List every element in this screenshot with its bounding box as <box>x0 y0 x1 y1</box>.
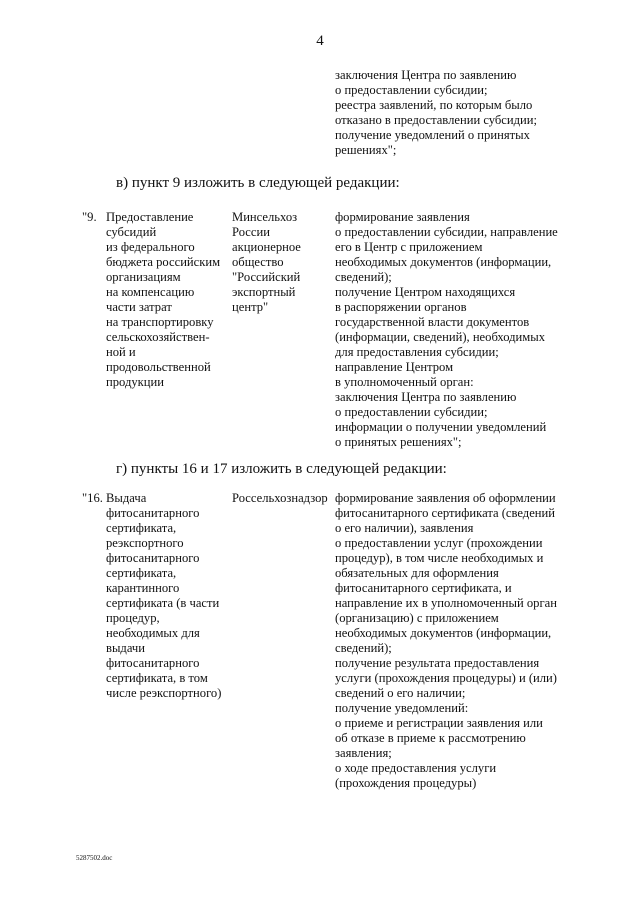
text-line: сведений о его наличии; <box>335 686 466 700</box>
text-line: заключения Центра по заявлению <box>335 390 517 404</box>
item-description <box>335 210 575 450</box>
text-line: центр" <box>232 300 269 314</box>
item-organization <box>232 491 336 506</box>
text-line: заключения Центра по заявлению <box>335 68 517 82</box>
text-line: числе реэкспортного) <box>106 686 222 700</box>
text-line: общество <box>232 255 284 269</box>
text-line: Россельхознадзор <box>232 491 328 505</box>
text-line: о предоставлении субсидии, направление <box>335 225 558 239</box>
text-line: сельскохозяйствен- <box>106 330 210 344</box>
item-organization <box>232 210 336 315</box>
text-line: государственной власти документов <box>335 315 530 329</box>
text-line: процедур, <box>106 611 160 625</box>
text-line: реестра заявлений, по которым было <box>335 98 533 112</box>
text-line: услуги (прохождения процедуры) и (или) <box>335 671 557 685</box>
text-line: сертификата, <box>106 521 177 535</box>
text-line: его в Центр с приложением <box>335 240 483 254</box>
text-line: о ходе предоставления услуги <box>335 761 497 775</box>
text-line: о приеме и регистрации заявления или <box>335 716 543 730</box>
text-line: Минсельхоз <box>232 210 298 224</box>
text-line: отказано в предоставлении субсидии; <box>335 113 538 127</box>
text-line: направление их в уполномоченный орган <box>335 596 557 610</box>
text-line: Выдача <box>106 491 147 505</box>
text-line: части затрат <box>106 300 172 314</box>
text-line: на транспортировку <box>106 315 214 329</box>
text-line: на компенсацию <box>106 285 195 299</box>
text-line: в уполномоченный орган: <box>335 375 474 389</box>
text-line: (информации, сведений), необходимых <box>335 330 545 344</box>
text-line: о предоставлении услуг (прохождении <box>335 536 543 550</box>
text-line: карантинного <box>106 581 180 595</box>
item-description <box>335 491 575 791</box>
text-line: получение Центром находящихся <box>335 285 516 299</box>
text-line: сертификата, в том <box>106 671 208 685</box>
page-number: 4 <box>316 33 324 49</box>
text-line: бюджета российским <box>106 255 221 269</box>
text-line: продовольственной <box>106 360 211 374</box>
text-line: получение уведомлений о принятых <box>335 128 530 142</box>
text-line: процедур), в том числе необходимых и <box>335 551 544 565</box>
text-line: сведений); <box>335 270 392 284</box>
text-line: в распоряжении органов <box>335 300 467 314</box>
continued-description <box>335 68 575 158</box>
text-line: (прохождения процедуры) <box>335 776 477 790</box>
text-line: информации о получении уведомлений <box>335 420 547 434</box>
text-line: фитосанитарного <box>106 551 200 565</box>
text-line: продукции <box>106 375 165 389</box>
text-line: получение результата предоставления <box>335 656 540 670</box>
text-line: фитосанитарного сертификата (сведений <box>335 506 556 520</box>
text-line: России <box>232 225 270 239</box>
text-line: фитосанитарного <box>106 656 200 670</box>
text-line: получение уведомлений: <box>335 701 469 715</box>
text-line: направление Центром <box>335 360 454 374</box>
text-line: необходимых документов (информации, <box>335 255 552 269</box>
text-line: формирование заявления об оформлении <box>335 491 556 505</box>
text-line: сертификата, <box>106 566 177 580</box>
text-line: акционерное <box>232 240 301 254</box>
text-line: организациям <box>106 270 181 284</box>
text-line: заявления; <box>335 746 392 760</box>
text-line: об отказе в приеме к рассмотрению <box>335 731 526 745</box>
text-line: "Российский <box>232 270 301 284</box>
text-line: сертификата (в части <box>106 596 220 610</box>
text-line: решениях"; <box>335 143 397 157</box>
text-line: формирование заявления <box>335 210 470 224</box>
text-line: реэкспортного <box>106 536 184 550</box>
text-line: субсидий <box>106 225 157 239</box>
text-line: сведений); <box>335 641 392 655</box>
text-line: из федерального <box>106 240 195 254</box>
text-line: выдачи <box>106 641 145 655</box>
text-line: о предоставлении субсидии; <box>335 405 488 419</box>
text-line: фитосанитарного сертификата, и <box>335 581 512 595</box>
item-name <box>106 491 234 701</box>
section-heading-g: г) пункты 16 и 17 изложить в следующей редакции: <box>116 461 447 477</box>
text-line: ной и <box>106 345 136 359</box>
text-line: Предоставление <box>106 210 194 224</box>
item-name <box>106 210 234 390</box>
text-line: обязательных для оформления <box>335 566 499 580</box>
text-line: о принятых решениях"; <box>335 435 462 449</box>
item-number: "16. <box>82 491 103 505</box>
text-line: необходимых для <box>106 626 200 640</box>
item-number: "9. <box>82 210 97 224</box>
text-line: о предоставлении субсидии; <box>335 83 488 97</box>
text-line: (организацию) с приложением <box>335 611 499 625</box>
section-heading-v: в) пункт 9 изложить в следующей редакции: <box>116 175 400 191</box>
text-line: для предоставления субсидии; <box>335 345 499 359</box>
text-line: фитосанитарного <box>106 506 200 520</box>
text-line: необходимых документов (информации, <box>335 626 552 640</box>
text-line: экспортный <box>232 285 296 299</box>
document-file-code: 5287502.doc <box>76 854 113 862</box>
text-line: о его наличии), заявления <box>335 521 474 535</box>
